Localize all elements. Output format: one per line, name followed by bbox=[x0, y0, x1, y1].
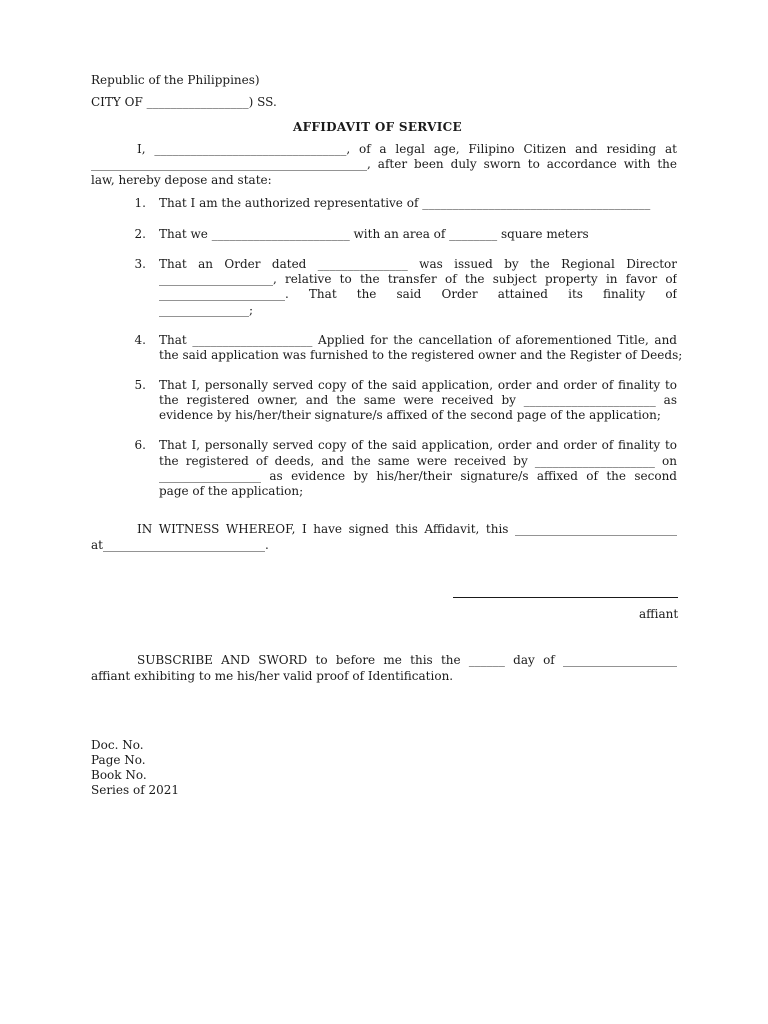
witness-line-1: IN WITNESS WHEREOF, I have signed this Affidavit, this ___________________________ bbox=[137, 522, 677, 536]
item-3-line-4: _______________; bbox=[159, 303, 254, 317]
item-6-line-2: the registered of deeds, and the same were received by ____________________ on bbox=[159, 454, 677, 468]
item-5-line-2: the registered owner, and the same were received by ______________________ as bbox=[159, 393, 677, 407]
subscribe-line-2: affiant exhibiting to me his/her valid proof of Identification. bbox=[91, 669, 454, 683]
item-4-line-2: the said application was furnished to the registered owner and the Register of Deeds; bbox=[159, 348, 683, 362]
item-1-line-1: That I am the authorized representative of ______________________________________ bbox=[159, 196, 651, 210]
item-6-line-1: That I, personally served copy of the said application, order and order of finality to bbox=[159, 438, 677, 452]
affiant-signature-line bbox=[453, 597, 678, 598]
item-2-line-1: That we _______________________ with an area of ________ square meters bbox=[159, 227, 589, 241]
item-number: 1. bbox=[134, 196, 146, 210]
item-5-line-1: That I, personally served copy of the said application, order and order of finality to bbox=[159, 378, 677, 392]
page-no: Page No. bbox=[91, 753, 146, 767]
document-title: AFFIDAVIT OF SERVICE bbox=[293, 120, 462, 134]
city-line: CITY OF _________________) SS. bbox=[91, 95, 277, 109]
affiant-label: affiant bbox=[639, 607, 679, 621]
witness-line-2: at___________________________. bbox=[91, 538, 269, 552]
item-number: 5. bbox=[134, 378, 146, 392]
republic-line: Republic of the Philippines) bbox=[91, 73, 260, 87]
item-3-line-2: ___________________, relative to the transfer of the subject property in favor of bbox=[159, 272, 677, 286]
item-number: 2. bbox=[134, 227, 146, 241]
intro-line-3: law, hereby depose and state: bbox=[91, 173, 272, 187]
item-number: 6. bbox=[134, 438, 146, 452]
item-number: 3. bbox=[134, 257, 146, 271]
item-number: 4. bbox=[134, 333, 146, 347]
subscribe-line-1: SUBSCRIBE AND SWORD to before me this the ______ day of ___________________ bbox=[137, 653, 677, 667]
doc-no: Doc. No. bbox=[91, 738, 144, 752]
item-3-line-1: That an Order dated _______________ was issued by the Regional Director bbox=[159, 257, 677, 271]
item-5-line-3: evidence by his/her/their signature/s affixed of the second page of the application; bbox=[159, 408, 661, 422]
series-year: Series of 2021 bbox=[91, 783, 179, 797]
intro-line-2: ______________________________________________, after been duly sworn to accordance with the bbox=[91, 157, 677, 171]
intro-line-1: I, ________________________________, of a legal age, Filipino Citizen and residing at bbox=[137, 142, 677, 156]
item-3-line-3: _____________________. That the said Order attained its finality of bbox=[159, 287, 677, 301]
item-4-line-1: That ____________________ Applied for the cancellation of aforementioned Title, and bbox=[159, 333, 677, 347]
item-6-line-3: _________________ as evidence by his/her/their signature/s affixed of the second bbox=[159, 469, 677, 483]
item-6-line-4: page of the application; bbox=[159, 484, 304, 498]
book-no: Book No. bbox=[91, 768, 147, 782]
